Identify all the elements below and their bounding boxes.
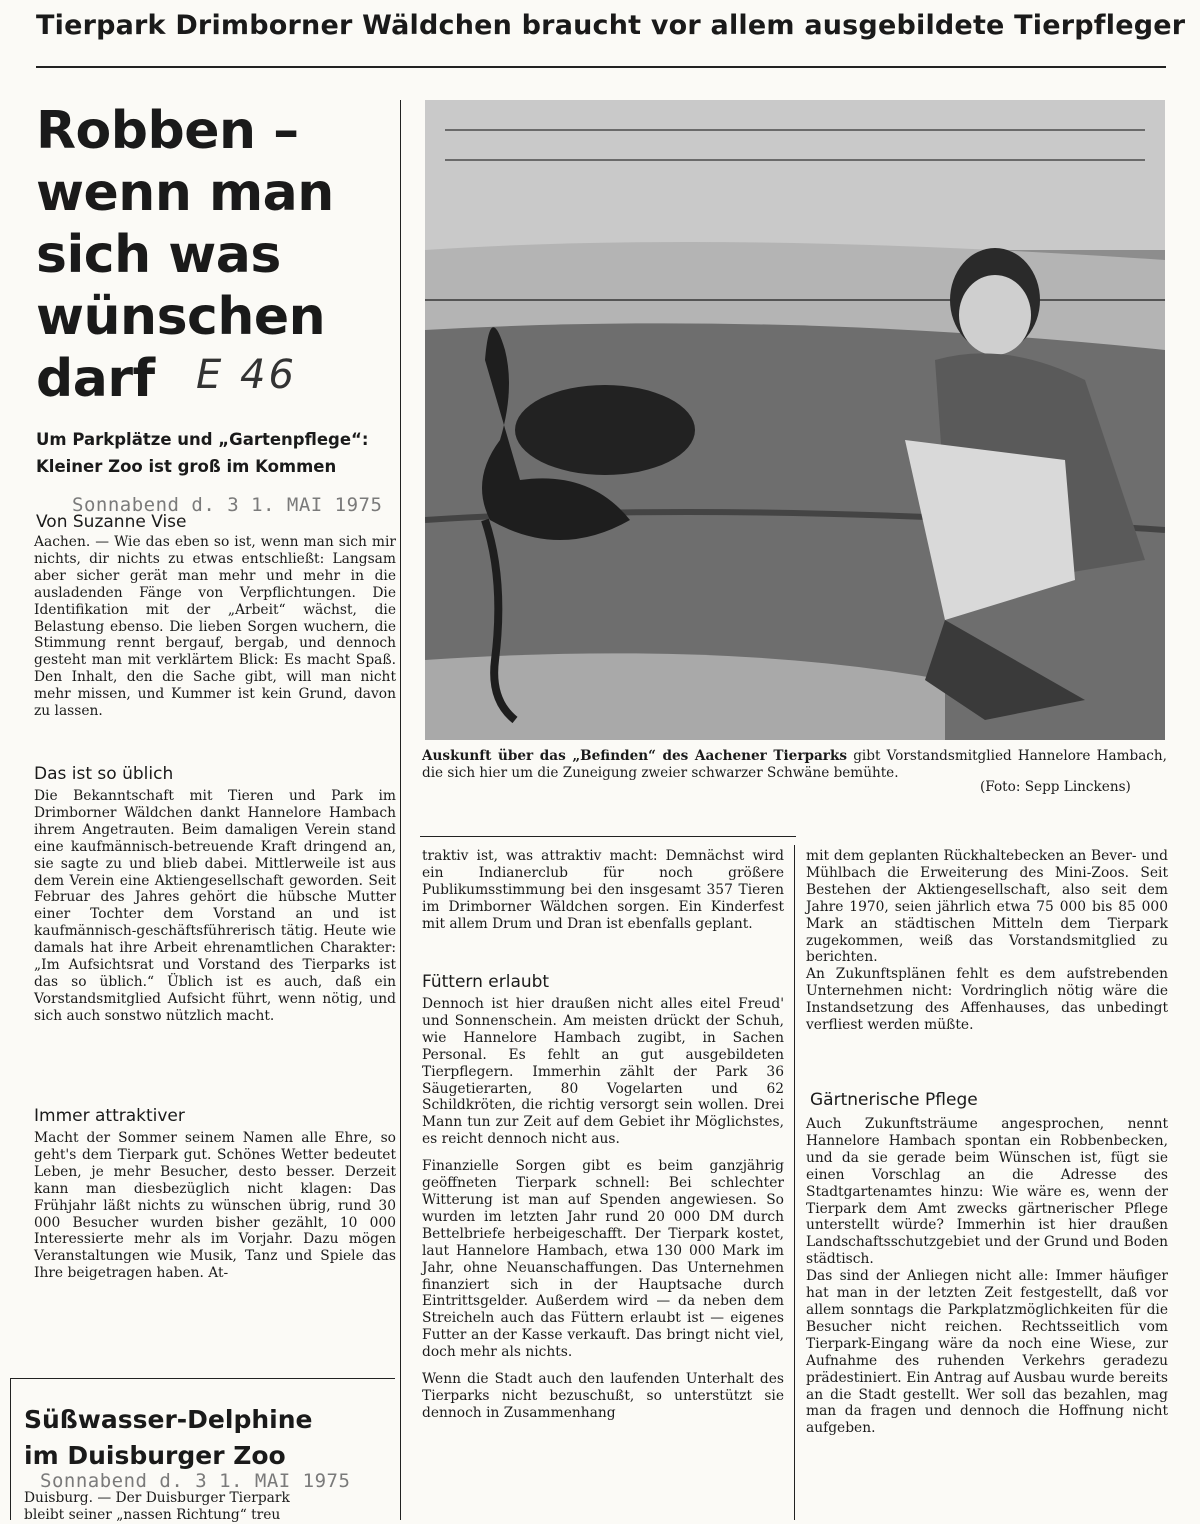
body-paragraph: Macht der Sommer seinem Namen alle Ehre, so geht's dem Tierpark gut. Schönes Wetter bedeutet Leben, je mehr Besucher, desto besser. Derzeit kann man diesbezüglich nicht klagen: Das Frühjahr läßt nichts zu wünschen übrig, rund 30 000 Besucher wurden bisher gezählt, 10 000 Interessierte mehr als im Vorjahr. Dazu mögen Veranstaltungen wie Musik, Tanz und Spiele das Ihre beigetragen haben. At-: [34, 1130, 396, 1282]
section-title: Das ist so üblich: [34, 764, 174, 784]
body-paragraph: mit dem geplanten Rückhaltebecken an Bever- und Mühlbach die Erweiterung des Mini-Zoos. Seit Bestehen der Aktiengesellschaft, also seit dem Jahre 1970, seien jährlich etwa 75 000 bis 85 000 Mark an städtischen Mitteln dem Tierpark zugekommen, weiß das Vorstandsmitglied zu berichten.: [806, 848, 1168, 966]
section-title: Gärtnerische Pflege: [810, 1090, 978, 1110]
body-paragraph: Auch Zukunftsträume angesprochen, nennt Hannelore Hambach spontan ein Robbenbecken, und da sie gerade beim Wünschen ist, fügt sie einen Vorschlag an die Adresse des Stadtgartenamtes hinzu: Wie wäre es, wenn der Tierpark dem Amt zwecks gärtnerischer Pflege unterstellt würde? Immerhin ist hier draußen Landschaftsschutzgebiet und der Grund und Boden städtisch.: [806, 1116, 1168, 1268]
subheadline: [36, 430, 368, 477]
kicker-headline: Tierpark Drimborner Wäldchen braucht vor allem ausgebildete Tierpfleger: [36, 10, 1186, 41]
body-paragraph: An Zukunftsplänen fehlt es dem aufstrebenden Unternehmen nicht: Vordringlich nötig wäre die Instandsetzung des Affenhauses, das unbedingt verfliest werden müßte.: [806, 966, 1168, 1034]
column-rule: [420, 836, 796, 837]
article-column-2b: [422, 996, 784, 1422]
body-paragraph: Finanzielle Sorgen gibt es beim ganzjährig geöffneten Tierpark schnell: Bei schlechter Witterung ist man auf Spenden angewiesen. So wurden im letzten Jahr rund 20 000 DM durch Bettelbriefe herbeigeschafft. Der Tierpark kostet, laut Hannelore Hambach, etwa 130 000 Mark im Jahr, ohne Neuanschaffungen. Das Unternehmen finanziert sich in der Hauptsache durch Eintrittsgelder. Außerdem wird — da neben dem Streicheln auch das Füttern erlaubt ist — eigenes Futter an der Kasse verkauft. Das bringt nicht viel, doch mehr als nichts.: [422, 1158, 784, 1361]
body-paragraph: Wenn die Stadt auch den laufenden Unterhalt des Tierparks nicht bezuschußt, so unterstützt sie dennoch in Zusammenhang: [422, 1371, 784, 1421]
photo-credit: (Foto: Sepp Linckens): [980, 779, 1131, 795]
column-rule: [400, 100, 401, 1520]
section-title: Füttern erlaubt: [422, 972, 550, 992]
headline-line: im Duisburger Zoo: [24, 1441, 286, 1470]
date-stamp: Sonnabend d. 3 1. MAI 1975: [72, 494, 383, 516]
top-rule: [36, 66, 1166, 68]
photo-swans-and-woman: [425, 100, 1165, 740]
second-date-stamp: Sonnabend d. 3 1. MAI 1975: [40, 1470, 351, 1492]
text-line: Duisburg. — Der Duisburger Tierpark: [24, 1490, 290, 1506]
body-paragraph: Dennoch ist hier draußen nicht alles eitel Freud' und Sonnenschein. Am meisten drückt der Schuh, wie Hannelore Hambach zugibt, in Sachen Personal. Es fehlt an gut ausgebildeten Tierpflegern. Immerhin zählt der Park 36 Säugetierarten, 80 Vogelarten und 62 Schildkröten, die richtig versorgt sein wollen. Drei Mann tun zur Zeit auf dem Gebiet ihr Möglichstes, es reicht dennoch nicht aus.: [422, 996, 784, 1148]
body-paragraph: traktiv ist, was attraktiv macht: Demnächst wird ein Indianerclub für noch größere Publikumsstimmung bei den insgesamt 357 Tieren im Drimborner Wäldchen sorgen. Ein Kinderfest mit allem Drum und Dran ist ebenfalls geplant.: [422, 848, 784, 932]
article-column-3b: [806, 1116, 1168, 1437]
column-rule: [794, 845, 795, 1520]
caption-text: gibt Vorstandsmitglied Hannelore Hambach, die sich hier um die Zuneigung zweier schwarzer Schwäne bemühte.: [422, 748, 1167, 781]
article-photo: [425, 100, 1165, 740]
intro-paragraph: Aachen. — Wie das eben so ist, wenn man sich mir nichts, dir nichts zu etwas entschließt: Langsam aber sicher gerät man mehr und mehr in die ausladenden Fänge von Verpflichtungen. Die Identifikation mit der „Arbeit“ wächst, die Belastung ebenso. Die lieben Sorgen wuchern, die Stimmung rennt bergauf, bergab, und dennoch gesteht man mit verklärtem Blick: Es macht Spaß. Den Inhalt, den die Sache gibt, will man nicht mehr missen, und Kummer ist kein Grund, davon zu lassen.: [34, 534, 396, 720]
headline-line: Robben –: [36, 101, 299, 161]
photo-caption: [422, 748, 1167, 782]
article-column-1c: [34, 1130, 396, 1282]
section-title: Immer attraktiver: [34, 1106, 185, 1126]
subheadline-line: Um Parkplätze und „Gartenpflege“:: [36, 430, 369, 449]
clipping-border: [10, 1378, 11, 1520]
subheadline-line: Kleiner Zoo ist groß im Kommen: [36, 457, 337, 476]
body-paragraph: Das sind der Anliegen nicht alle: Immer häufiger hat man in der letzten Zeit festgestellt, daß vor allem sonntags die Parkplatzmöglichkeiten für die Besucher nicht reichen. Rechtsseitlich vom Tierpark-Eingang wäre da noch eine Wiese, zur Aufnahme des ruhenden Verkehrs geradezu prädestiniert. Ein Antrag auf Ausbau wurde bereits an die Stadt gestellt. Wer soll das bezahlen, mag man da fragen und dennoch die Hoffnung nicht aufgeben.: [806, 1268, 1168, 1437]
headline-line: wenn man: [36, 163, 334, 223]
headline-line: darf: [36, 349, 155, 409]
headline-line: wünschen: [36, 287, 326, 347]
article-column-1b: [34, 788, 396, 1025]
byline: Von Suzanne Vise: [36, 512, 187, 532]
headline-line: sich was: [36, 225, 281, 285]
article-column-1: [34, 534, 396, 720]
text-line: bleibt seiner „nassen Richtung“ treu: [24, 1506, 281, 1523]
body-paragraph: Die Bekanntschaft mit Tieren und Park im Drimborner Wäldchen dankt Hannelore Hambach ihrem Angetrauten. Beim damaligen Verein stand eine kaufmännisch-betreuende Kraft dringend an, sie sagte zu und blieb dabei. Mittlerweile ist aus dem Verein eine Aktiengesellschaft geworden. Seit Februar des Jahres gehört die hübsche Mutter einer Tochter dem Vorstand an und ist kaufmännisch-geschäftsführerisch tätig. Heute wie damals hat ihre Arbeit ehrenamtlichen Charakter: „Im Aufsichtsrat und Vorstand des Tierparks ist das so üblich.“ Üblich ist es auch, daß ein Vorstandsmitglied Aufsicht führt, wenn nötig, und sich auch sonstwo nützlich macht.: [34, 788, 396, 1024]
second-clipping-headline: [24, 1402, 312, 1474]
second-clipping-text: [24, 1490, 394, 1524]
clipping-border: [10, 1378, 395, 1379]
handwritten-note: E 46: [196, 352, 297, 398]
article-column-2: [422, 848, 784, 933]
headline-line: Süßwasser-Delphine: [24, 1405, 313, 1434]
article-column-3: [806, 848, 1168, 1034]
caption-lead: Auskunft über das „Befinden“ des Aachener Tierparks: [422, 748, 848, 764]
